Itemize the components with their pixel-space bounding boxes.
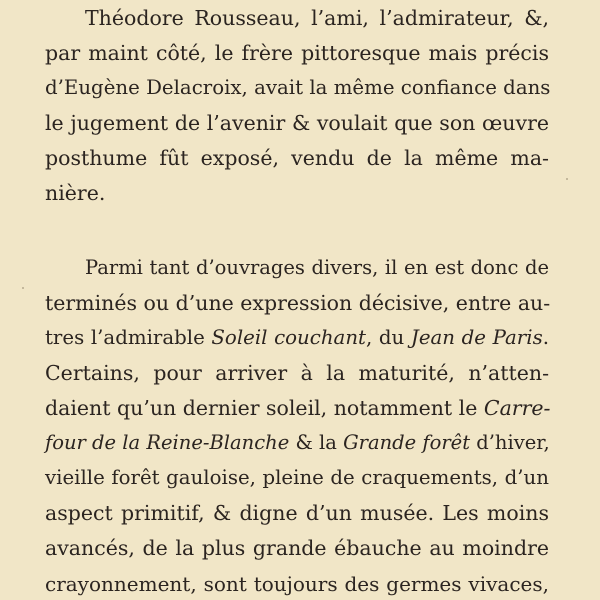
artwork-title: four de la Reine-Blanche	[45, 431, 290, 454]
text-run: tres l’admirable	[45, 326, 212, 349]
text-line: avancés, de la plus grande ébauche au moindre	[45, 536, 549, 560]
text-line: le jugement de l’avenir & voulait que son œuvre	[45, 111, 549, 135]
paper-speck	[22, 287, 24, 289]
text-line: posthume fût exposé, vendu de la même ma-	[45, 146, 549, 170]
text-run: .	[542, 326, 549, 349]
text-line: aspect primitif, & digne d’un musée. Les moins	[45, 501, 549, 525]
text-run: , du	[366, 326, 411, 349]
artwork-title: Soleil couchant	[211, 326, 366, 349]
text-line	[45, 393, 549, 423]
text-line: Théodore Rousseau, l’ami, l’admirateur, &,	[85, 6, 549, 30]
paper-speck	[566, 178, 568, 180]
text-line: crayonnement, sont toujours des germes vivaces,	[45, 572, 549, 596]
text-run: daient qu’un dernier soleil, notamment le	[45, 396, 484, 420]
text-line: par maint côté, le frère pittoresque mais précis	[45, 41, 549, 65]
text-run: & la	[289, 431, 344, 454]
text-run: d’hiver,	[470, 431, 550, 454]
text-line: terminés ou d’une expression décisive, entre au-	[45, 291, 551, 315]
text-line	[45, 428, 549, 458]
text-line: Parmi tant d’ouvrages divers, il en est donc de	[85, 256, 549, 279]
artwork-title: Grande forêt	[343, 431, 471, 454]
text-line: nière.	[45, 181, 106, 205]
text-line	[45, 323, 549, 353]
text-line: Certains, pour arriver à la maturité, n’atten-	[45, 361, 549, 385]
artwork-title: Jean de Paris	[410, 326, 543, 349]
text-line: d’Eugène Delacroix, avait la même confiance dans	[45, 76, 551, 99]
text-line: vieille forêt gauloise, pleine de craquements, d’un	[45, 466, 549, 489]
artwork-title: Carre-	[483, 396, 551, 420]
